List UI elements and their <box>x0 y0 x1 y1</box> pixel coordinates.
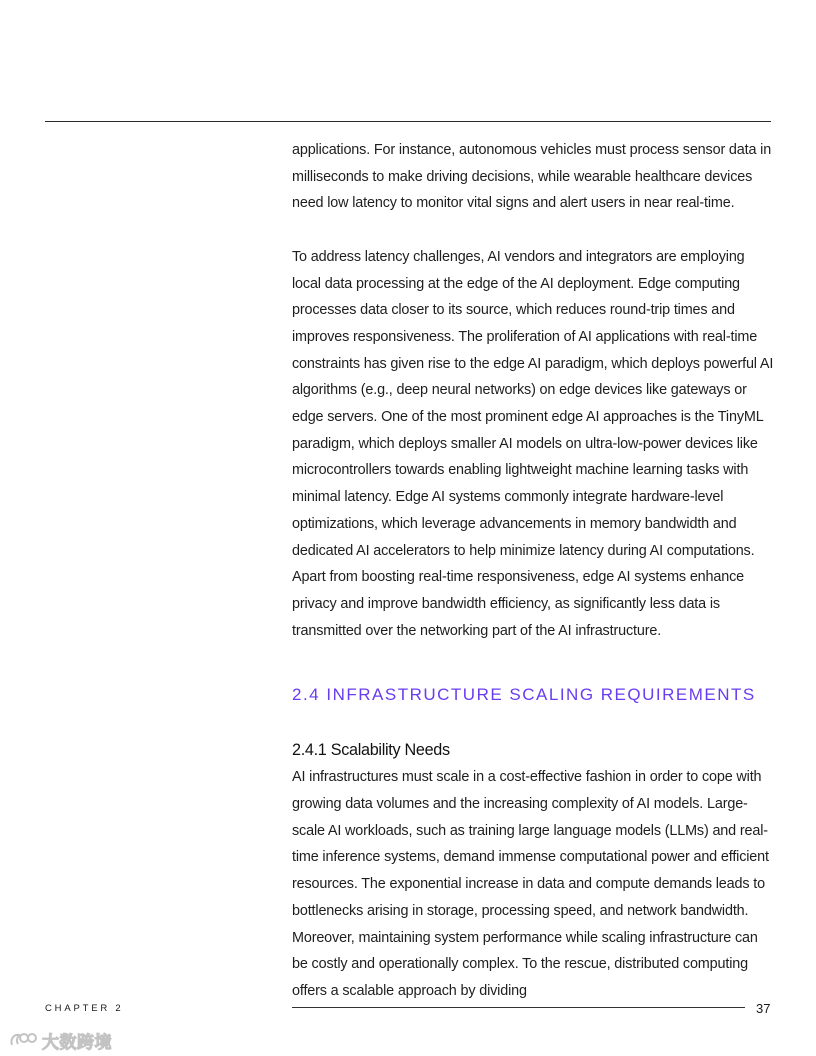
page-number: 37 <box>756 1001 771 1016</box>
section-heading: 2.4 INFRASTRUCTURE SCALING REQUIREMENTS <box>292 685 756 705</box>
watermark-logo-icon <box>8 1029 38 1051</box>
header-divider <box>45 121 771 122</box>
footer-divider <box>292 1007 745 1008</box>
subsection-paragraph: AI infrastructures must scale in a cost-effective fashion in order to cope with growing data volumes and the increasing complexity of AI models. Large-scale AI workloads, such as training large language models (LLMs) and real-time inference systems, demand immense computational power and efficient resources. The exponential increase in data and compute demands leads to bottlenecks arising in storage, processing speed, and network bandwidth. Moreover, maintaining system performance while scaling infrastructure can be costly and operationally complex. To the rescue, distributed computing offers a scalable approach by dividing <box>292 769 769 999</box>
body-paragraph-2: To address latency challenges, AI vendors and integrators are employing local data processing at the edge of the AI deployment. Edge computing processes data closer to its source, which reduces round-trip times and improves responsiveness. The proliferation of AI applications with real-time constraints has given rise to the edge AI paradigm, which deploys powerful AI algorithms (e.g., deep neural networks) on edge devices like gateways or edge servers. One of the most prominent edge AI approaches is the TinyML paradigm, which deploys smaller AI models on ultra-low-power devices like microcontrollers towards enabling lightweight machine learning tasks with minimal latency. Edge AI systems commonly integrate hardware-level optimizations, which leverage advancements in memory bandwidth and dedicated AI accelerators to help minimize latency during AI computations. Apart from boosting real-time responsiveness, edge AI systems enhance privacy and improve bandwidth efficiency, as significantly less data is transmitted over the networking part of the AI infrastructure. <box>292 248 774 639</box>
watermark-text: 大数跨境 <box>42 1032 112 1053</box>
subsection-heading: 2.4.1 Scalability Needs <box>292 741 450 760</box>
watermark <box>8 1028 112 1052</box>
main-content <box>292 137 774 1005</box>
footer-chapter-label: CHAPTER 2 <box>45 1003 124 1014</box>
body-paragraph-1: applications. For instance, autonomous vehicles must process sensor data in milliseconds to make driving decisions, while wearable healthcare devices need low latency to monitor vital signs and alert users in near real-time. <box>292 142 772 212</box>
